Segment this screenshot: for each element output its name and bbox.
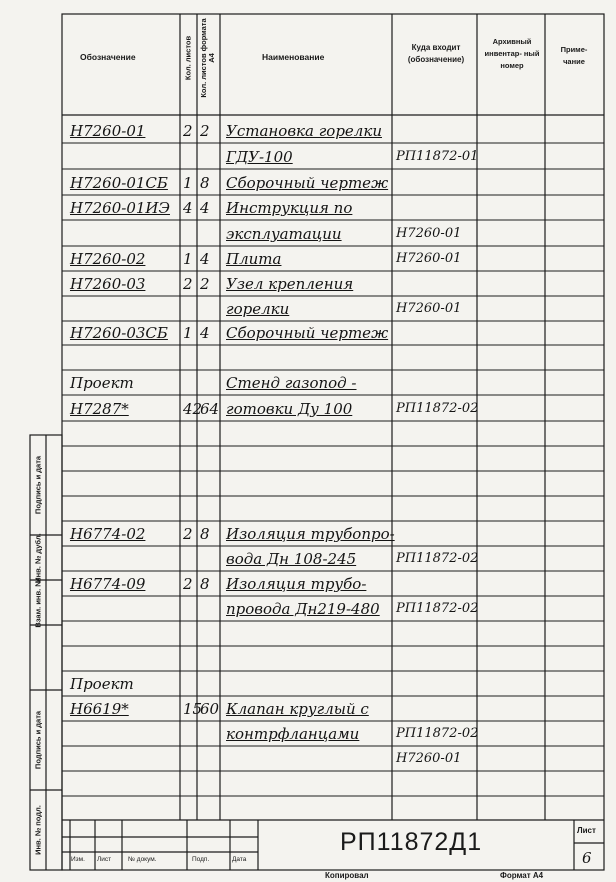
cell-name: ГДУ-100 [226,148,293,166]
cell-designation: Н7260-01СБ [70,174,168,192]
stamp-col-izm: Изм. [71,856,85,863]
cell-sheets: 4 [183,199,193,217]
cell-where-used: РП11872-02 [396,551,479,566]
cell-designation: Н7287* [70,400,129,418]
cell-sheets: 1 [183,250,193,268]
cell-name: Изоляция трубо- [226,575,367,593]
cell-name: Клапан круглый с [226,700,369,718]
margin-inv-dubl: Инв. № дубл. [33,533,43,583]
cell-a4-sheets: 2 [200,275,210,293]
cell-designation: Н6774-09 [70,575,146,593]
cell-designation: Н6774-02 [70,525,146,543]
cell-sheets: 1 [183,324,193,342]
stamp-col-doc: № докум. [128,856,157,863]
cell-designation: Н7260-01ИЭ [70,199,170,217]
cell-a4-sheets: 8 [200,575,210,593]
header-where-used: Куда входит (обозначение) [407,43,465,64]
cell-a4-sheets: 4 [200,324,210,342]
cell-name: Инструкция по [226,199,353,217]
cell-designation: Н7260-03СБ [70,324,168,342]
cell-a4-sheets: 8 [200,525,210,543]
cell-a4-sheets: 2 [200,122,210,140]
header-a4-count: Кол. листов формата А4 [199,18,216,98]
cell-name: Сборочный чертеж [226,174,389,192]
cell-where-used: Н7260-01 [396,226,462,241]
cell-name: провода Дн219-480 [226,600,380,618]
cell-sheets: 1 [183,174,193,192]
cell-sheets: 2 [183,575,193,593]
cell-designation: Н7260-02 [70,250,146,268]
cell-designation: Н7260-03 [70,275,146,293]
cell-sheets: 2 [183,122,193,140]
cell-where-used: Н7260-01 [396,251,462,266]
sheet-number: 6 [582,849,592,867]
stamp-col-list: Лист [97,856,112,863]
cell-name: вода Дн 108-245 [226,550,357,568]
cell-name: Изоляция трубопро- [226,525,395,543]
sheet-label: Лист [577,826,596,835]
cell-sheets: 15 [183,700,203,718]
cell-a4-sheets: 60 [200,700,220,718]
margin-inv-podl: Инв. № подл. [33,805,43,855]
cell-designation: Проект [70,675,134,693]
cell-name: Установка горелки [226,122,382,140]
header-archive-number: Архивный инвентар- ный номер [484,37,540,70]
cell-name: Узел крепления [226,275,354,293]
cell-name: Сборочный чертеж [226,324,389,342]
cell-designation: Н7260-01 [70,122,146,140]
cell-name: горелки [226,300,290,318]
header-designation: Обозначение [80,52,136,62]
cell-designation: Проект [70,374,134,392]
header-note: Приме- чание [560,45,588,66]
footer-format: Формат А4 [500,871,544,880]
stamp-col-data: Дата [232,856,247,863]
cell-name: эксплуатации [226,225,342,243]
cell-where-used: РП11872-02 [396,601,479,616]
cell-where-used: РП11872-01 [396,149,479,164]
footer-copied: Копировал [325,871,369,880]
cell-where-used: Н7260-01 [396,301,462,316]
margin-podp-data-2: Подпись и дата [33,710,43,770]
cell-a4-sheets: 4 [200,199,210,217]
cell-where-used: РП11872-02 [396,401,479,416]
stamp-col-podp: Подп. [192,856,210,863]
cell-a4-sheets: 8 [200,174,210,192]
margin-vzam-inv: Взам. инв. № [33,578,43,628]
document-code: РП11872Д1 [340,828,483,856]
cell-a4-sheets: 64 [200,400,220,418]
cell-where-used: РП11872-02 [396,726,479,741]
cell-a4-sheets: 4 [200,250,210,268]
cell-where-used: Н7260-01 [396,751,462,766]
header-name: Наименование [262,52,325,62]
cell-name: контрфланцами [226,725,360,743]
cell-sheets: 2 [183,525,193,543]
cell-name: Стенд газопод - [226,374,357,392]
cell-name: Плита [226,250,282,268]
cell-designation: Н6619* [70,700,129,718]
cell-sheets: 2 [183,275,193,293]
cell-name: готовки Ду 100 [226,400,353,418]
cell-sheets: 42 [183,400,203,418]
margin-podp-data-1: Подпись и дата [33,455,43,515]
header-sheets-count: Кол. листов [183,35,193,81]
